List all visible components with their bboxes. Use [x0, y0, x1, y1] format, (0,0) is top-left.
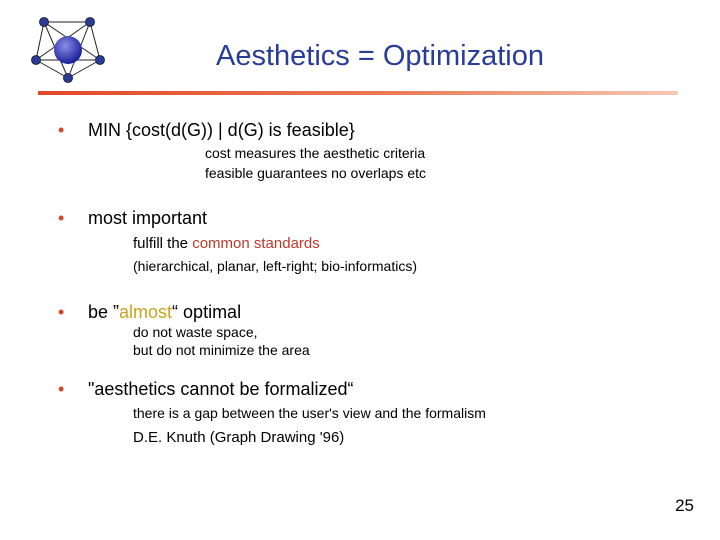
- bullet-subtext: there is a gap between the user's view and the formalism: [133, 405, 486, 421]
- bullet-marker: •: [58, 120, 65, 140]
- bullet-subtext: do not waste space,: [133, 324, 258, 340]
- graph-network-icon: [30, 12, 106, 88]
- text-plain: “ optimal: [172, 302, 242, 322]
- text-plain: be ”: [88, 302, 120, 322]
- bullet-text: [88, 302, 241, 323]
- bullet-subtext: cost measures the aesthetic criteria: [205, 145, 426, 161]
- title-divider: [38, 91, 678, 95]
- bullet-text: MIN {cost(d(G)) | d(G) is feasible}: [88, 120, 355, 140]
- bullet-subtext: feasible guarantees no overlaps etc: [205, 165, 427, 181]
- subtext-plain: fulfill the: [133, 235, 193, 252]
- page-title: Aesthetics = Optimization: [215, 40, 544, 72]
- page-number: 25: [675, 496, 694, 515]
- highlight-text: almost: [119, 302, 173, 322]
- bullet-text: most important: [88, 208, 208, 228]
- bullet-marker: •: [58, 379, 65, 399]
- bullet-marker: •: [58, 208, 65, 228]
- bullet-subtext: [133, 234, 320, 254]
- bullet-marker: •: [58, 302, 65, 322]
- bullet-subtext: D.E. Knuth (Graph Drawing '96): [133, 429, 345, 446]
- bullet-subtext: (hierarchical, planar, left-right; bio-informatics): [133, 258, 417, 274]
- highlight-text: common standards: [192, 235, 320, 252]
- bullet-text: "aesthetics cannot be formalized“: [88, 379, 354, 399]
- bullet-subtext: but do not minimize the area: [133, 342, 310, 358]
